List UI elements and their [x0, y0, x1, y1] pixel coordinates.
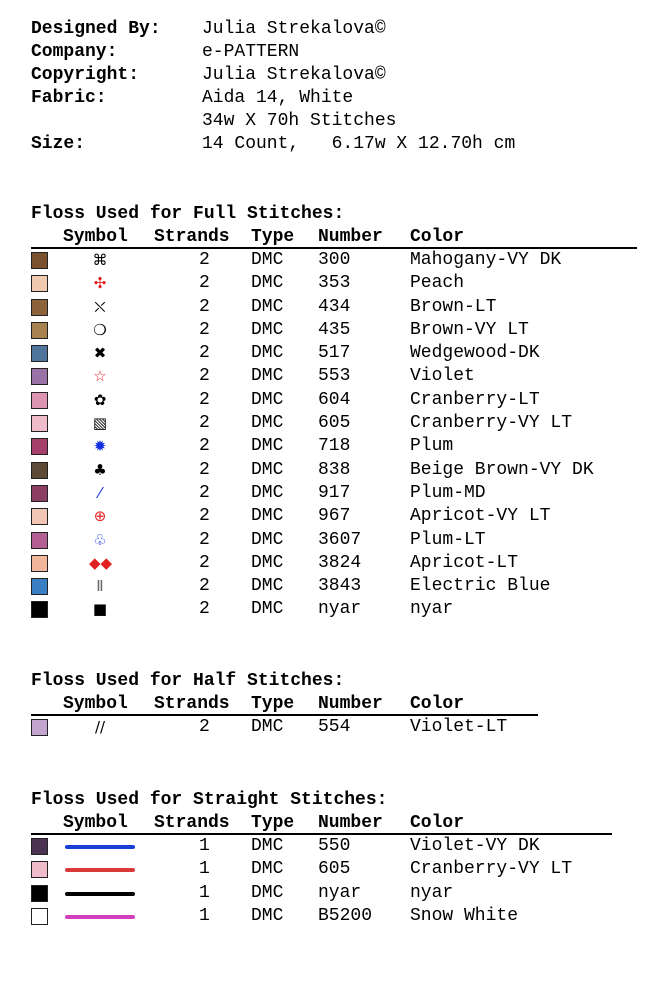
type-value: DMC	[251, 552, 284, 573]
color-swatch	[31, 438, 48, 455]
color-name: nyar	[410, 599, 454, 620]
table-row	[31, 905, 612, 928]
table-row	[31, 598, 637, 621]
color-swatch	[31, 578, 48, 595]
table-row	[31, 296, 637, 319]
info-label: Copyright:	[31, 65, 140, 85]
type-value: DMC	[251, 389, 284, 410]
color-swatch	[31, 838, 48, 855]
color-name: Snow White	[410, 905, 519, 926]
table-row	[31, 412, 637, 435]
color-swatch	[31, 508, 48, 525]
type-value: DMC	[251, 343, 284, 364]
strands-value: 2	[199, 506, 210, 527]
info-value: e-PATTERN	[202, 42, 300, 62]
stitch-symbol: ♧	[93, 530, 107, 549]
stitch-symbol: ✹	[93, 437, 107, 456]
stitch-line	[65, 868, 135, 872]
header-color: Color	[410, 227, 465, 247]
half-stitches-rows	[31, 716, 538, 739]
stitch-symbol: ▧	[92, 414, 108, 433]
section-title: Floss Used for Half Stitches:	[31, 671, 345, 691]
stitch-symbol: ✖	[93, 344, 107, 363]
number-value: 605	[318, 859, 351, 880]
strands-value: 2	[199, 273, 210, 294]
stitch-symbol: ❍	[93, 320, 107, 339]
strands-value: 2	[199, 319, 210, 340]
type-value: DMC	[251, 506, 284, 527]
type-value: DMC	[251, 250, 284, 270]
table-row	[31, 835, 612, 858]
color-name: Wedgewood-DK	[410, 343, 540, 364]
color-name: Apricot-LT	[410, 552, 519, 573]
header-type: Type	[251, 813, 295, 833]
strands-value: 2	[199, 296, 210, 317]
table-row	[31, 435, 637, 458]
type-value: DMC	[251, 905, 284, 926]
color-name: Cranberry-VY LT	[410, 859, 573, 880]
color-swatch	[31, 462, 48, 479]
strands-value: 2	[199, 459, 210, 480]
table-row	[31, 716, 538, 739]
strands-value: 2	[199, 552, 210, 573]
info-label: Size:	[31, 134, 86, 154]
table-row	[31, 552, 637, 575]
number-value: 3843	[318, 576, 362, 597]
color-name: Mahogany-VY DK	[410, 250, 562, 270]
strands-value: 2	[199, 343, 210, 364]
stitch-symbol: //	[94, 718, 106, 736]
table-row	[31, 529, 637, 552]
full-stitches-section	[31, 203, 637, 622]
table-header	[31, 693, 538, 716]
strands-value: 2	[199, 599, 210, 620]
header-symbol: Symbol	[63, 694, 128, 714]
number-value: 553	[318, 366, 351, 387]
strands-value: 2	[199, 717, 210, 737]
strands-value: 2	[199, 529, 210, 550]
header-color: Color	[410, 813, 465, 833]
info-value: Julia Strekalova©	[202, 65, 386, 85]
number-value: 917	[318, 482, 351, 503]
stitch-symbol: ⛌	[94, 297, 106, 316]
color-name: nyar	[410, 882, 454, 903]
strands-value: 2	[199, 389, 210, 410]
number-value: nyar	[318, 599, 362, 620]
section-title: Floss Used for Full Stitches:	[31, 204, 345, 224]
header-strands: Strands	[154, 813, 230, 833]
color-swatch	[31, 908, 48, 925]
color-swatch	[31, 345, 48, 362]
type-value: DMC	[251, 859, 284, 880]
full-stitches-rows	[31, 249, 637, 622]
number-value: 435	[318, 319, 351, 340]
strands-value: 2	[199, 482, 210, 503]
header-symbol: Symbol	[63, 227, 128, 247]
table-row	[31, 342, 637, 365]
info-label: Company:	[31, 42, 118, 62]
stitch-symbol: ■	[92, 600, 108, 619]
strands-value: 1	[199, 836, 210, 856]
color-swatch	[31, 885, 48, 902]
straight-stitches-rows	[31, 835, 612, 928]
color-name: Brown-LT	[410, 296, 497, 317]
table-row	[31, 858, 612, 881]
number-value: 353	[318, 273, 351, 294]
color-swatch	[31, 299, 48, 316]
info-value: 14 Count, 6.17w X 12.70h cm	[202, 134, 516, 154]
color-swatch	[31, 532, 48, 549]
color-name: Cranberry-LT	[410, 389, 540, 410]
header-type: Type	[251, 227, 295, 247]
color-swatch	[31, 392, 48, 409]
color-swatch	[31, 485, 48, 502]
header-strands: Strands	[154, 694, 230, 714]
color-name: Violet-LT	[410, 717, 508, 737]
stitch-symbol: ✣	[93, 274, 107, 293]
color-name: Brown-VY LT	[410, 319, 529, 340]
type-value: DMC	[251, 319, 284, 340]
type-value: DMC	[251, 882, 284, 903]
strands-value: 2	[199, 366, 210, 387]
info-value: 34w X 70h Stitches	[202, 111, 397, 131]
type-value: DMC	[251, 413, 284, 434]
strands-value: 1	[199, 882, 210, 903]
strands-value: 2	[199, 413, 210, 434]
table-row	[31, 319, 637, 342]
number-value: 838	[318, 459, 351, 480]
color-name: Electric Blue	[410, 576, 551, 597]
stitch-symbol: ⁄	[98, 483, 102, 502]
color-name: Peach	[410, 273, 465, 294]
header-number: Number	[318, 227, 383, 247]
strands-value: 1	[199, 905, 210, 926]
color-swatch	[31, 555, 48, 572]
number-value: 434	[318, 296, 351, 317]
number-value: 605	[318, 413, 351, 434]
stitch-symbol: ☆	[93, 367, 107, 386]
type-value: DMC	[251, 836, 284, 856]
number-value: 718	[318, 436, 351, 457]
type-value: DMC	[251, 296, 284, 317]
type-value: DMC	[251, 717, 284, 737]
type-value: DMC	[251, 459, 284, 480]
table-row	[31, 459, 637, 482]
info-value: Julia Strekalova©	[202, 19, 386, 39]
table-row	[31, 389, 637, 412]
type-value: DMC	[251, 529, 284, 550]
strands-value: 2	[199, 576, 210, 597]
section-title: Floss Used for Straight Stitches:	[31, 790, 388, 810]
stitch-line	[65, 845, 135, 849]
stitch-line	[65, 915, 135, 919]
stitch-symbol: ✿	[93, 390, 107, 409]
number-value: 3824	[318, 552, 362, 573]
stitch-symbol: ♣	[93, 460, 107, 479]
type-value: DMC	[251, 576, 284, 597]
type-value: DMC	[251, 599, 284, 620]
info-label: Fabric:	[31, 88, 107, 108]
half-stitches-section	[31, 670, 538, 739]
color-name: Plum-MD	[410, 482, 486, 503]
header-number: Number	[318, 813, 383, 833]
color-name: Beige Brown-VY DK	[410, 459, 594, 480]
info-label: Designed By:	[31, 19, 161, 39]
color-name: Plum	[410, 436, 454, 457]
number-value: nyar	[318, 882, 362, 903]
strands-value: 2	[199, 436, 210, 457]
color-swatch	[31, 275, 48, 292]
number-value: 300	[318, 250, 351, 270]
header-number: Number	[318, 694, 383, 714]
strands-value: 1	[199, 859, 210, 880]
color-name: Violet-VY DK	[410, 836, 540, 856]
table-row	[31, 882, 612, 905]
type-value: DMC	[251, 273, 284, 294]
type-value: DMC	[251, 436, 284, 457]
number-value: 3607	[318, 529, 362, 550]
type-value: DMC	[251, 366, 284, 387]
color-swatch	[31, 601, 48, 618]
number-value: 604	[318, 389, 351, 410]
color-name: Cranberry-VY LT	[410, 413, 573, 434]
stitch-line	[65, 892, 135, 896]
table-header	[31, 226, 637, 249]
number-value: 554	[318, 717, 351, 737]
number-value: 517	[318, 343, 351, 364]
color-swatch	[31, 322, 48, 339]
table-row	[31, 505, 637, 528]
color-name: Plum-LT	[410, 529, 486, 550]
table-row	[31, 249, 637, 272]
number-value: 967	[318, 506, 351, 527]
header-symbol: Symbol	[63, 813, 128, 833]
color-swatch	[31, 719, 48, 736]
type-value: DMC	[251, 482, 284, 503]
header-color: Color	[410, 694, 465, 714]
number-value: B5200	[318, 905, 373, 926]
stitch-symbol: ⌘	[92, 251, 108, 269]
color-name: Apricot-VY LT	[410, 506, 551, 527]
table-row	[31, 272, 637, 295]
stitch-symbol: Ⅱ	[96, 577, 104, 596]
color-swatch	[31, 252, 48, 269]
color-name: Violet	[410, 366, 475, 387]
table-header	[31, 812, 612, 835]
stitch-symbol: ⊕	[93, 507, 107, 526]
color-swatch	[31, 415, 48, 432]
info-value: Aida 14, White	[202, 88, 354, 108]
stitch-symbol: ◆◆	[89, 553, 113, 572]
header-type: Type	[251, 694, 295, 714]
straight-stitches-section	[31, 789, 612, 928]
color-swatch	[31, 368, 48, 385]
color-swatch	[31, 861, 48, 878]
table-row	[31, 365, 637, 388]
table-row	[31, 575, 637, 598]
number-value: 550	[318, 836, 351, 856]
header-strands: Strands	[154, 227, 230, 247]
strands-value: 2	[199, 250, 210, 270]
table-row	[31, 482, 637, 505]
